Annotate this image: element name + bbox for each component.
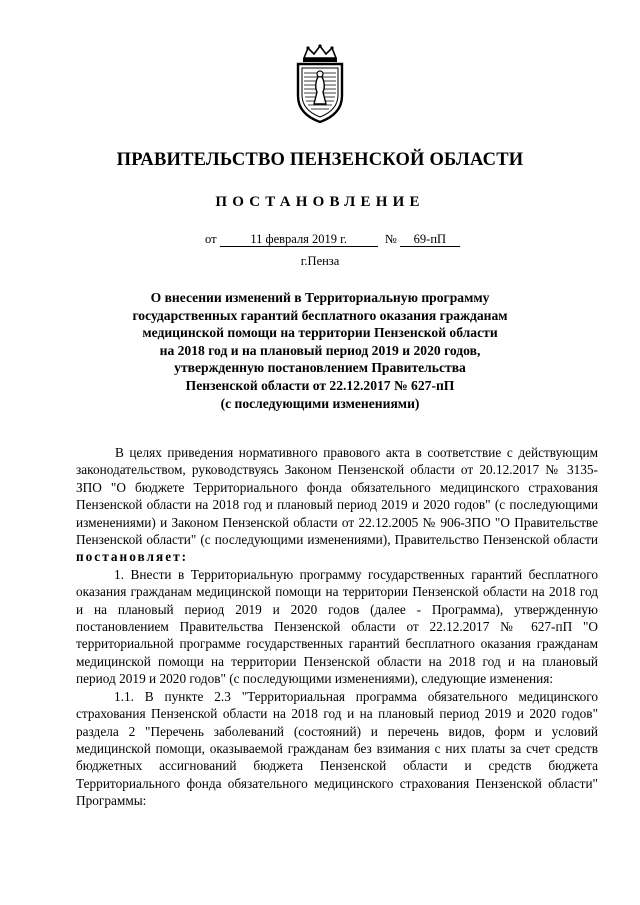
preamble-paragraph: [76, 444, 598, 566]
title-line: (с последующими изменениями): [220, 395, 420, 411]
city: г.Пенза: [300, 254, 340, 268]
document-type: ПОСТАНОВЛЕНИЕ: [215, 194, 425, 210]
title-line: О внесении изменений в Территориальную программу: [150, 290, 490, 305]
item-1-paragraph: 1. Внести в Территориальную программу государственных гарантий бесплатного оказания гражданам медицинской помощи на территории Пензенской области на 2018 год и на плановый период 2019 и 2020 годов (далее - Программа), утвержденную постановлением Правительства Пензенской области от 22.12.2017 № 627-пП "О территориальной программе государственных гарантий бесплатного оказания гражданам медицинской помощи на территории Пензенской области на 2018 год и на плановый период 2019 и 2020 годов" (с последующими изменениями), следующие изменения:: [76, 566, 598, 687]
date-prefix: от: [205, 232, 217, 246]
title-line: на 2018 год и на плановый период 2019 и 2020 годов,: [159, 342, 481, 358]
document-number: 69-пП: [400, 232, 460, 247]
preamble-text: В целях приведения нормативного правового акта в соответствие с действующим законодательством, руководствуясь Законом Пензенской области от 20.12.2017 № 3135-ЗПО "О бюджете Территориального фонда обязательного медицинского страхования Пензенской области на 2018 год и плановый период 2019 и 2020 годов" (с последующими изменениями) и Законом Пензенской области от 22.12.2005 № 906-ЗПО "О Правительстве Пензенской области" (с последующими изменениями), Правительство Пензенской области: [76, 445, 598, 548]
title-line: государственных гарантий бесплатного оказания гражданам: [132, 307, 508, 323]
penza-coat-of-arms-icon: [288, 44, 352, 124]
dateline: [205, 232, 460, 247]
title-line: медицинской помощи на территории Пензенской области: [142, 325, 498, 341]
decree-word: постановляет:: [76, 549, 189, 565]
item-1-1-paragraph: 1.1. В пункте 2.3 "Территориальная программа обязательного медицинского страхования Пензенской области на 2018 год и на плановый период 2019 и 2020 годов" раздела 2 "Перечень заболеваний (состояний) и перечень видов, форм и условий медицинской помощи, оказываемой гражданам без взимания с них платы за счет средств бюджетных ассигнований бюджета Пензенской области и средств бюджета Территориального фонда обязательного медицинского страхования Пензенской области" Программы:: [76, 688, 598, 809]
government-name: ПРАВИТЕЛЬСТВО ПЕНЗЕНСКОЙ ОБЛАСТИ: [116, 150, 524, 170]
title-line: утвержденную постановлением Правительства: [174, 360, 466, 376]
document-title: [90, 289, 550, 412]
document-date: 11 февраля 2019 г.: [220, 232, 378, 247]
document-body: [76, 444, 598, 810]
number-sign: №: [384, 232, 397, 246]
title-line: Пензенской области от 22.12.2017 № 627-пП: [185, 377, 455, 393]
